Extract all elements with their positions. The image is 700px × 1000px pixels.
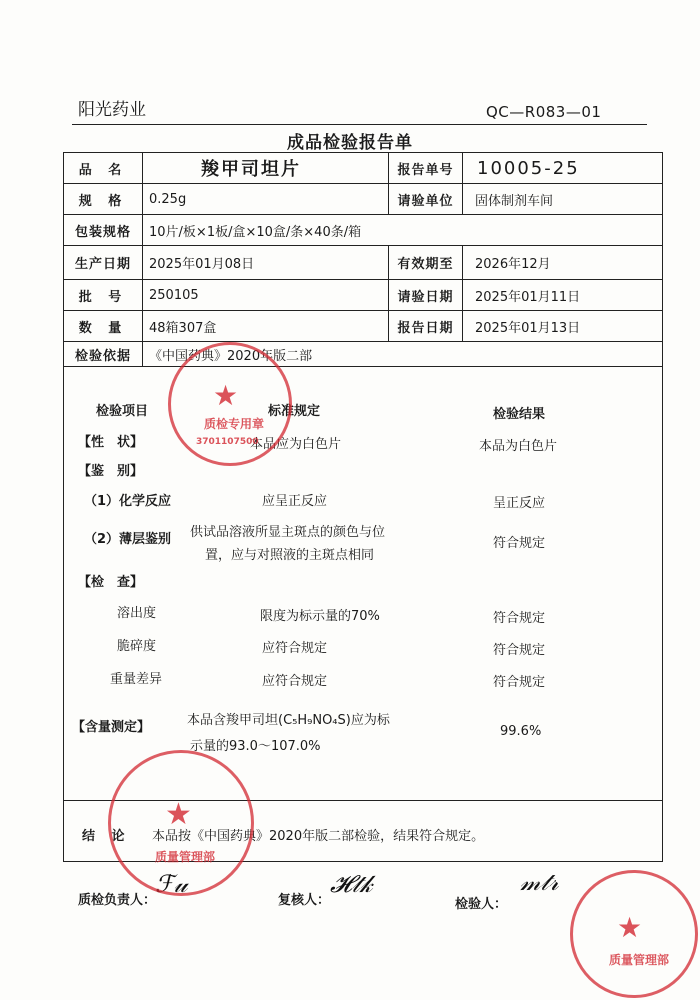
assay-result: 99.6% [500, 724, 542, 739]
prod-date-value: 2025年01月08日 [142, 245, 389, 280]
package-label: 包装规格 [63, 214, 143, 246]
qa-dept-stamp: ★ 质量管理部 [108, 750, 254, 896]
appearance-result: 本品为白色片 [479, 439, 558, 454]
product-label: 品 名 [63, 152, 143, 184]
assay-standard-line2: 示量的93.0～107.0% [190, 739, 321, 754]
dissolution-label: 溶出度 [117, 606, 157, 621]
tlc-label: （2）薄层鉴别 [84, 532, 172, 547]
test-section [63, 366, 663, 800]
qc-stamp: ★ 质检专用章 3701107500 [168, 342, 292, 466]
company-name: 阳光药业 [78, 100, 146, 120]
appearance-standard: 本品应为白色片 [250, 437, 342, 452]
conclusion-label: 结 论 [82, 829, 131, 844]
weight-variation-label: 重量差异 [110, 672, 163, 687]
tlc-result: 符合规定 [493, 536, 546, 551]
report-no-label: 报告单号 [388, 152, 463, 184]
request-date-label: 请验日期 [388, 279, 463, 311]
tlc-standard-line2: 置，应与对照液的主斑点相同 [205, 548, 375, 563]
identification-label: 【鉴 别】 [78, 464, 144, 479]
request-unit-value: 固体制剂车间 [462, 183, 663, 215]
weight-variation-standard: 应符合规定 [262, 674, 328, 689]
tlc-standard-line1: 供试品溶液所显主斑点的颜色与位 [190, 525, 386, 540]
batch-label: 批 号 [63, 279, 143, 311]
spec-label: 规 格 [63, 183, 143, 215]
report-date-label: 报告日期 [388, 310, 463, 342]
reviewer-signature: 𝓗𝓉𝓀 [330, 870, 373, 898]
package-value: 10片/板×1板/盒×10盒/条×40条/箱 [142, 214, 663, 246]
col-standard-header: 标准规定 [268, 404, 321, 419]
spec-value: 0.25g [142, 183, 389, 215]
header-rule [72, 124, 647, 125]
friability-label: 脆碎度 [117, 639, 157, 654]
inspector-label: 检验人： [455, 897, 508, 912]
qty-value: 48箱307盒 [142, 310, 389, 342]
qc-head-label: 质检负责人： [78, 893, 157, 908]
check-label: 【检 查】 [78, 575, 144, 590]
batch-value: 250105 [142, 279, 389, 311]
request-unit-label: 请验单位 [388, 183, 463, 215]
conclusion-text: 本品按《中国药典》2020年版二部检验，结果符合规定。 [152, 829, 485, 844]
expiry-value: 2026年12月 [462, 245, 663, 280]
assay-standard-line1: 本品含羧甲司坦(C₅H₉NO₄S)应为标 [187, 713, 390, 728]
weight-variation-result: 符合规定 [493, 675, 546, 690]
basis-label: 检验依据 [63, 341, 143, 367]
col-item-header: 检验项目 [96, 404, 149, 419]
report-date-value: 2025年01月13日 [462, 310, 663, 342]
prod-date-label: 生产日期 [63, 245, 143, 280]
page-title: 成品检验报告单 [287, 133, 413, 153]
friability-result: 符合规定 [493, 643, 546, 658]
qty-label: 数 量 [63, 310, 143, 342]
product-value: 羧甲司坦片 [142, 152, 389, 184]
chem-label: （1）化学反应 [84, 494, 172, 509]
dissolution-standard: 限度为标示量的70% [260, 609, 380, 624]
friability-standard: 应符合规定 [262, 641, 328, 656]
appearance-label: 【性 状】 [78, 435, 144, 450]
chem-standard: 应呈正反应 [262, 494, 328, 509]
expiry-label: 有效期至 [388, 245, 463, 280]
qc-head-signature: ℱ𝓊 [155, 870, 188, 898]
dissolution-result: 符合规定 [493, 611, 546, 626]
request-date-value: 2025年01月11日 [462, 279, 663, 311]
col-result-header: 检验结果 [493, 407, 546, 422]
document-code: QC—R083—01 [486, 103, 602, 121]
inspector-signature: 𝓂𝓉𝓇 [520, 868, 559, 896]
reviewer-label: 复核人： [278, 893, 331, 908]
chem-result: 呈正反应 [493, 496, 546, 511]
basis-value: 《中国药典》2020年版二部 [142, 341, 663, 367]
report-no-value: 10005-25 [462, 152, 663, 184]
assay-label: 【含量测定】 [72, 720, 151, 735]
qa-dept-stamp-2: ★ 质量管理部 [570, 870, 698, 998]
